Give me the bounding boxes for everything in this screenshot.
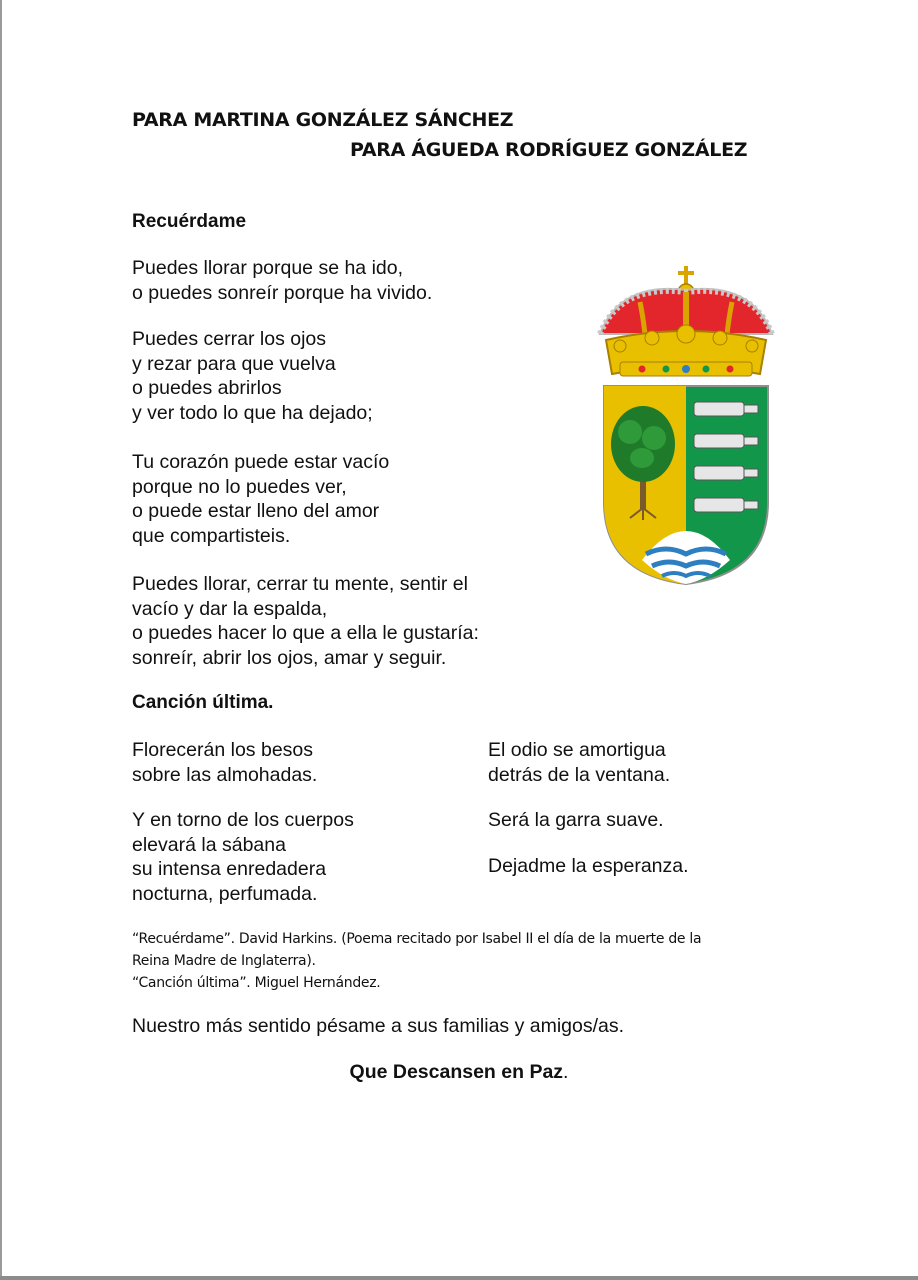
poem1-stanza-1 — [132, 256, 432, 305]
poem2-left-stanza-2 — [132, 808, 354, 906]
condolence-message: Nuestro más sentido pésame a sus familias y amigos/as. — [132, 1015, 625, 1037]
poem2-right-stanza-2 — [488, 808, 664, 833]
verse-line: y rezar para que vuelva — [132, 352, 336, 375]
verse-line: Tu corazón puede estar vacío — [132, 451, 390, 473]
verse-line: Florecerán los besos — [132, 739, 314, 761]
verse-line: Y en torno de los cuerpos — [132, 809, 354, 831]
verse-line: sobre las almohadas. — [132, 763, 318, 786]
poem1-stanza-3 — [132, 450, 389, 548]
poem2-left-stanza-1 — [132, 738, 317, 787]
closing-period: . — [563, 1061, 569, 1083]
coat-of-arms-icon — [590, 262, 782, 592]
note-line: Reina Madre de Inglaterra). — [132, 953, 316, 969]
verse-line: detrás de la ventana. — [488, 763, 671, 786]
poem1-stanza-2 — [132, 327, 373, 425]
poem-title-recuerdame: Recuérdame — [132, 211, 247, 232]
verse-line: sonreír, abrir los ojos, amar y seguir. — [132, 646, 447, 669]
verse-line: o puedes hacer lo que a ella le gustaría: — [132, 622, 479, 644]
poem2-right-stanza-3 — [488, 854, 689, 879]
verse-line: nocturna, perfumada. — [132, 882, 318, 905]
verse-line: El odio se amortigua — [488, 739, 666, 761]
verse-line: y ver todo lo que ha dejado; — [132, 401, 373, 424]
verse-line: Dejadme la esperanza. — [488, 855, 689, 877]
verse-line: vacío y dar la espalda, — [132, 597, 328, 620]
page-edge-bottom — [0, 1276, 918, 1280]
verse-line: Puedes llorar porque se ha ido, — [132, 257, 404, 279]
closing-text: Que Descansen en Paz — [349, 1061, 564, 1083]
verse-line: elevará la sábana — [132, 833, 286, 856]
verse-line: Será la garra suave. — [488, 809, 664, 831]
note-line: “Recuérdame”. David Harkins. (Poema recitado por Isabel II el día de la muerte de la — [132, 931, 702, 947]
verse-line: su intensa enredadera — [132, 858, 327, 880]
verse-line: o puedes abrirlos — [132, 377, 282, 399]
source-notes — [132, 928, 792, 994]
verse-line: porque no lo puedes ver, — [132, 475, 347, 498]
poem2-right-stanza-1 — [488, 738, 670, 787]
poem-title-cancion-ultima: Canción última. — [132, 692, 274, 713]
verse-line: o puede estar lleno del amor — [132, 500, 380, 522]
closing-line — [0, 1061, 918, 1084]
verse-line: Puedes cerrar los ojos — [132, 328, 327, 350]
verse-line: o puedes sonreír porque ha vivido. — [132, 281, 433, 304]
note-line: “Canción última”. Miguel Hernández. — [132, 975, 381, 991]
dedication-line-2: PARA ÁGUEDA RODRÍGUEZ GONZÁLEZ — [350, 139, 748, 161]
dedication-line-1: PARA MARTINA GONZÁLEZ SÁNCHEZ — [132, 109, 514, 131]
page-edge — [0, 0, 2, 1280]
verse-line: Puedes llorar, cerrar tu mente, sentir el — [132, 573, 468, 595]
verse-line: que compartisteis. — [132, 524, 291, 547]
poem1-stanza-4 — [132, 572, 479, 670]
